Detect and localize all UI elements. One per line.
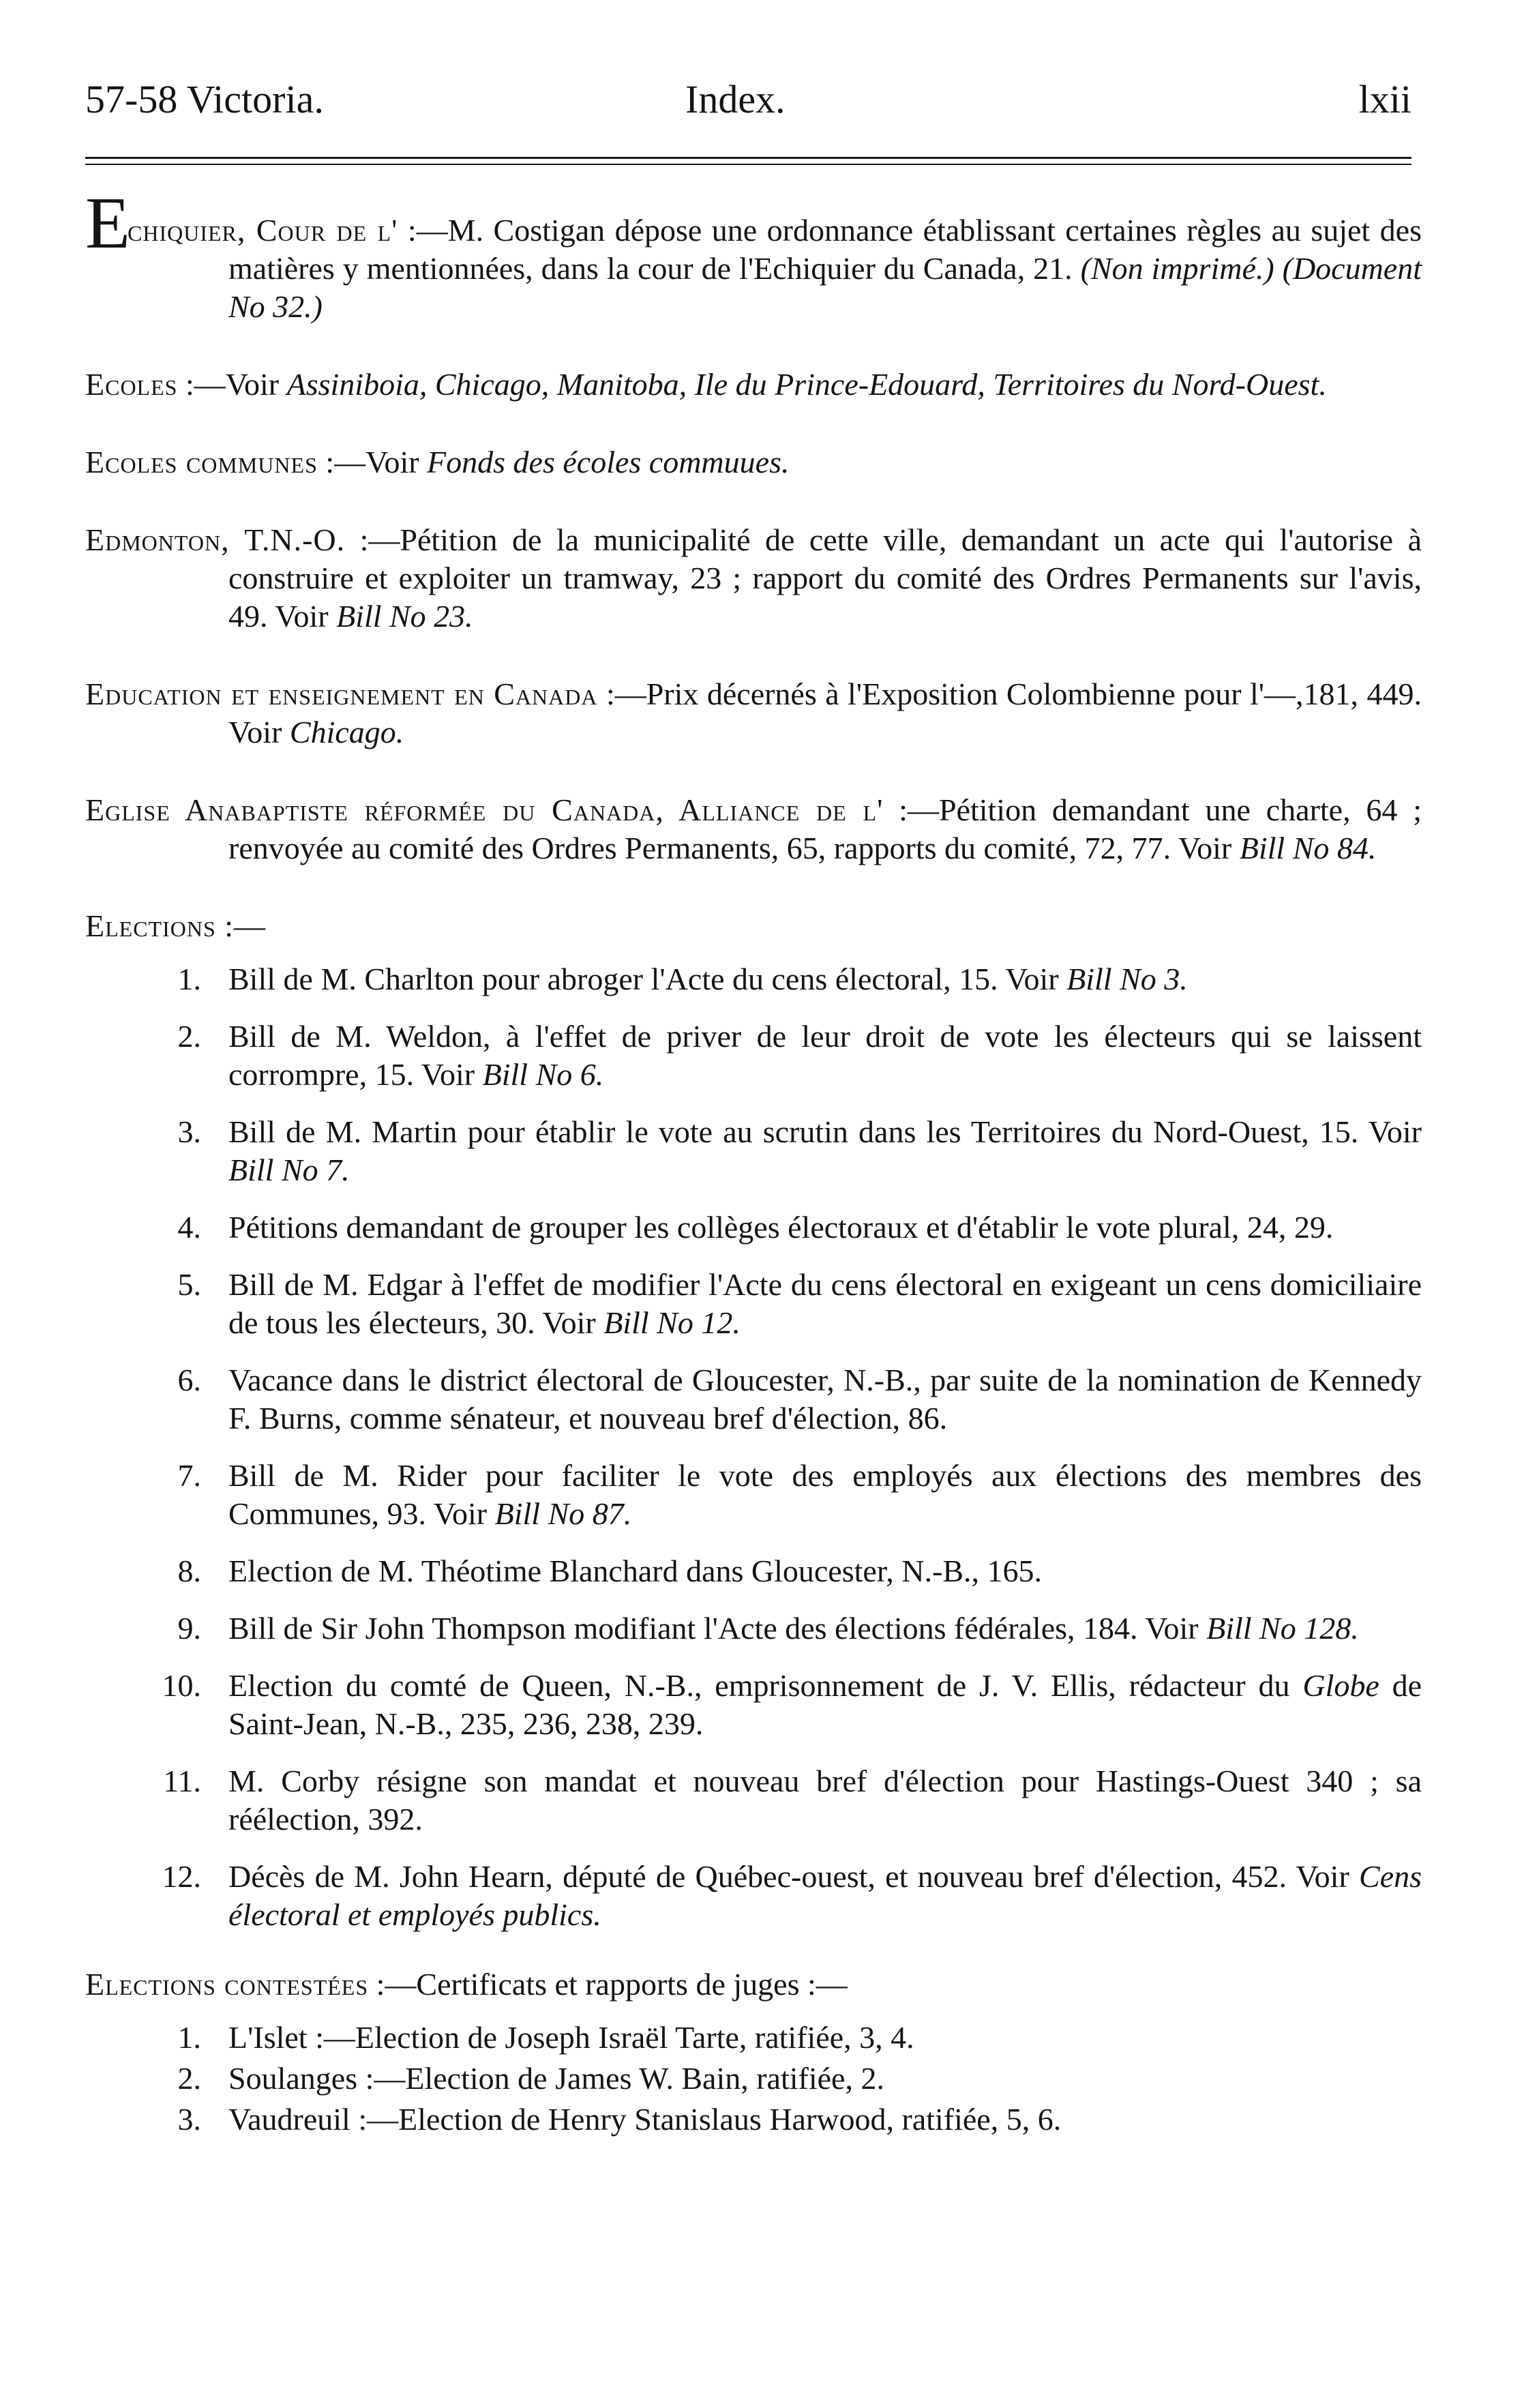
entry-text: :—Voir	[317, 445, 428, 479]
entry-heading: Ecoles	[85, 367, 178, 402]
entry-drop-cap: E	[85, 183, 130, 264]
item-number: 11.	[163, 1764, 201, 1798]
entry-heading: Edmonton, T.N.-O.	[85, 522, 346, 557]
item-number: 10.	[162, 1668, 201, 1703]
list-item: 3. Bill de M. Martin pour établir le vote au scrutin dans les Territoires du Nord-Ouest, 15. Voir Bill No 7.	[85, 1113, 1422, 1189]
entry-text: :—M. Costigan dépose une ordonnance établissant certaines règles au sujet des matières y mentionnées, dans la cour de l'Echiquier du Canada, 21.	[228, 213, 1422, 286]
header-title: Index.	[685, 77, 786, 121]
entry-italic-ref: Assiniboia, Chicago, Manitoba, Ile du Prince-Edouard, Territoires du Nord-Ouest.	[286, 367, 1327, 402]
entry-heading: chiquier, Cour de l'	[127, 213, 398, 248]
index-entry-ecoles-communes	[85, 443, 1422, 481]
item-number: 3.	[177, 2102, 201, 2137]
list-item: 8. Election de M. Théotime Blanchard dans Gloucester, N.-B., 165.	[85, 1552, 1422, 1590]
entry-heading: Eglise Anabaptiste réformée du Canada, Alliance de l'	[85, 792, 884, 827]
item-number: 7.	[177, 1458, 201, 1493]
list-item: 3. Vaudreuil :—Election de Henry Stanislaus Harwood, ratifiée, 5, 6.	[85, 2100, 1422, 2139]
list-item: 5. Bill de M. Edgar à l'effet de modifier l'Acte du cens électoral en exigeant un cens domiciliaire de tous les électeurs, 30. Voir Bill No 12.	[85, 1266, 1422, 1342]
index-entry-edmonton	[85, 521, 1422, 636]
list-item: 11. M. Corby résigne son mandat et nouveau bref d'élection pour Hastings-Ouest 340 ; sa réélection, 392.	[85, 1762, 1422, 1839]
list-item: 7. Bill de M. Rider pour faciliter le vote des employés aux élections des membres des Communes, 93. Voir Bill No 87.	[85, 1457, 1422, 1533]
list-item: 12. Décès de M. John Hearn, député de Québec-ouest, et nouveau bref d'élection, 452. Voir Cens électoral et employés publics.	[85, 1858, 1422, 1934]
item-number: 6.	[177, 1363, 201, 1397]
entry-text: :—Voir	[177, 367, 287, 402]
list-item: 9. Bill de Sir John Thompson modifiant l'Acte des élections fédérales, 184. Voir Bill No 128.	[85, 1609, 1422, 1648]
list-item: 1. Bill de M. Charlton pour abroger l'Acte du cens électoral, 15. Voir Bill No 3.	[85, 960, 1422, 998]
item-number: 5.	[177, 1267, 201, 1302]
contested-title-rest: :—Certificats et rapports de juges :—	[368, 1967, 848, 2002]
list-item: 2. Bill de M. Weldon, à l'effet de priver de leur droit de vote les électeurs qui se laissent corrompre, 15. Voir Bill No 6.	[85, 1017, 1422, 1094]
item-number: 2.	[177, 2061, 201, 2096]
item-number: 1.	[177, 2020, 201, 2055]
entry-italic-ref: Chicago.	[289, 715, 404, 749]
contested-list	[85, 2019, 1422, 2139]
list-item: 6. Vacance dans le district électoral de Gloucester, N.-B., par suite de la nomination de Kennedy F. Burns, comme sénateur, et nouveau bref d'élection, 86.	[85, 1361, 1422, 1438]
item-number: 9.	[177, 1611, 201, 1646]
contested-heading: Elections contestées	[85, 1967, 369, 2002]
item-number: 1.	[177, 962, 201, 996]
list-item: 10. Election du comté de Queen, N.-B., emprisonnement de J. V. Ellis, rédacteur du Globe de Saint-Jean, N.-B., 235, 236, 238, 239.	[85, 1667, 1422, 1743]
elections-list	[85, 960, 1422, 1934]
header-rule-top	[85, 157, 1411, 159]
item-number: 2.	[177, 1019, 201, 1054]
entry-italic-ref: Fonds des écoles commuues.	[427, 445, 790, 479]
header-volume: 57-58 Victoria.	[85, 77, 324, 121]
entry-text: :—Pétition de la municipalité de cette ville, demandant un acte qui l'autorise à construire et exploiter un tramway, 23 ; rapport du comité des Ordres Permanents sur l'avis, 49. Voir	[228, 522, 1422, 634]
list-item: 1. L'Islet :—Election de Joseph Israël Tarte, ratifiée, 3, 4.	[85, 2019, 1422, 2057]
entry-italic-ref: (Document No 32.)	[228, 251, 1422, 324]
entry-text: :—Prix décernés à l'Exposition Colombienne pour l'—,181, 449. Voir	[228, 677, 1422, 749]
index-entry-education	[85, 675, 1422, 752]
item-number: 3.	[177, 1114, 201, 1149]
index-entry-eglise	[85, 791, 1422, 867]
list-item: 4. Pétitions demandant de grouper les collèges électoraux et d'établir le vote plural, 24, 29.	[85, 1208, 1422, 1247]
entry-text: :—Pétition demandant une charte, 64 ; renvoyée au comité des Ordres Permanents, 65, rapports du comité, 72, 77. Voir	[228, 792, 1422, 865]
entry-italic-ref: Bill No 84.	[1239, 831, 1377, 865]
list-item: 2. Soulanges :—Election de James W. Bain, ratifiée, 2.	[85, 2060, 1422, 2098]
section-title-elections: Elections :—	[85, 908, 267, 943]
entry-heading: Ecoles communes	[85, 445, 318, 479]
section-title-contested	[85, 1965, 1422, 2004]
entry-heading: Education et enseignement en Canada	[85, 677, 598, 711]
index-entry-echiquier	[85, 183, 1422, 326]
entry-italic-ref: (Non imprimé.)	[1080, 251, 1274, 286]
item-number: 12.	[162, 1859, 201, 1894]
index-entry-ecoles	[85, 366, 1422, 404]
page-header	[85, 76, 1411, 138]
item-number: 8.	[177, 1554, 201, 1588]
header-rule-bottom	[85, 164, 1411, 165]
header-page-number: lxii	[1358, 77, 1411, 121]
index-content	[85, 183, 1422, 2170]
entry-italic-ref: Bill No 23.	[336, 599, 473, 634]
item-number: 4.	[177, 1210, 201, 1245]
